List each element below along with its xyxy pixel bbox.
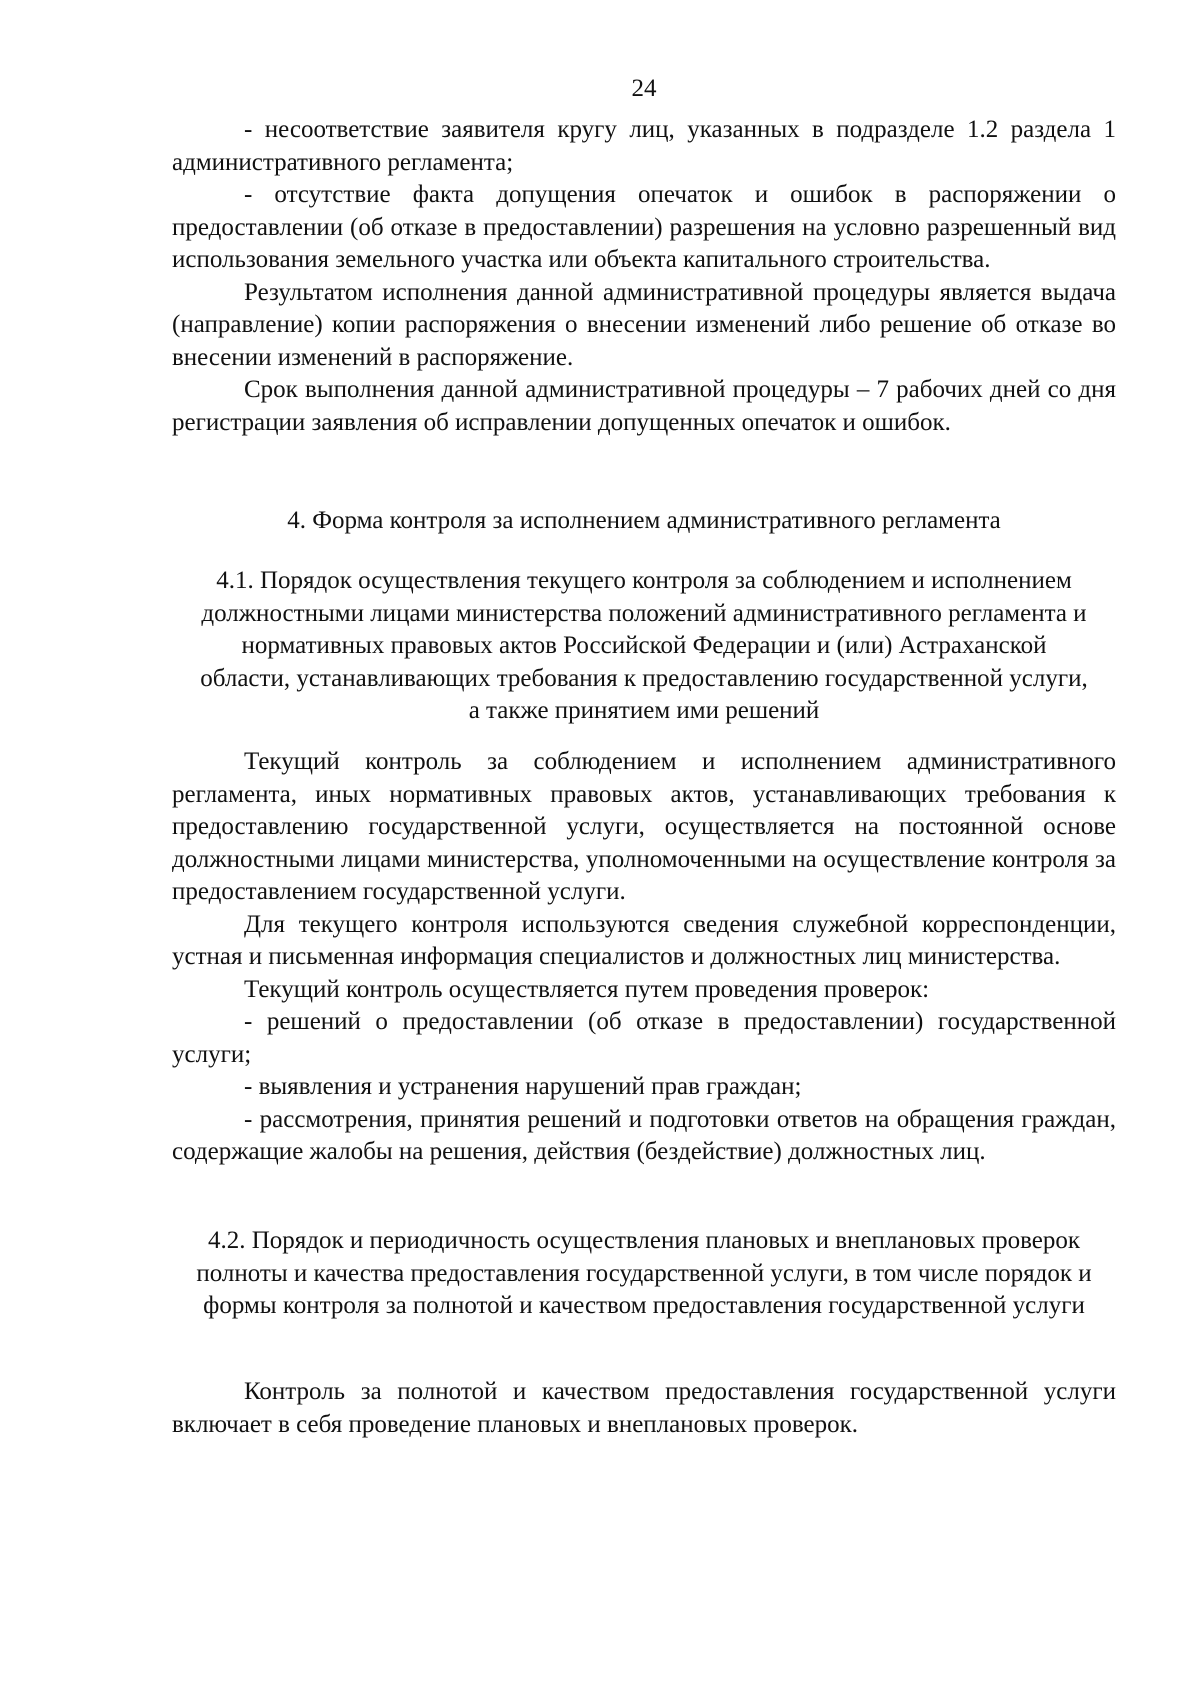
paragraph: Текущий контроль осуществляется путем проведения проверок:: [244, 975, 930, 1003]
paragraph-block-1: [172, 114, 1116, 439]
paragraph-block-2: [172, 746, 1116, 1169]
paragraph: - отсутствие факта допущения опечаток и ошибок в распоряжении о предоставлении (об отказе в предоставлении) разрешения на условно разрешенный вид использования земельного участка или объекта капитального строительства.: [172, 181, 1116, 273]
paragraph: Контроль за полнотой и качеством предоставления государственной услуги включает в себя проведение плановых и внеплановых проверок.: [172, 1378, 1116, 1438]
paragraph: Для текущего контроля используются сведения служебной корреспонденции, устная и письменная информация специалистов и должностных лиц министерства.: [172, 910, 1116, 970]
section-4-2-title: 4.2. Порядок и периодичность осуществления плановых и внеплановых проверок полноты и качества предоставления государственной услуги, в том числе порядок и формы контроля за полнотой и качеством предоставления государственной услуги: [196, 1227, 1092, 1319]
paragraph: - несоответствие заявителя кругу лиц, указанных в подразделе 1.2 раздела 1 административного регламента;: [172, 116, 1116, 176]
paragraph: Результатом исполнения данной административной процедуры является выдача (направление) копии распоряжения о внесении изменений либо решение об отказе во внесении изменений в распоряжение.: [172, 278, 1116, 371]
section-4-title: 4. Форма контроля за исполнением административного регламента: [287, 507, 1001, 534]
section-4-1-title: 4.1. Порядок осуществления текущего контроля за соблюдением и исполнением должностными лицами министерства положений административного регламента и нормативных правовых актов Российской Федерации и (или) Астраханской области, устанавливающих требования к предоставлению государственной услуги, а также принятием ими решений: [200, 567, 1088, 724]
paragraph: - рассмотрения, принятия решений и подготовки ответов на обращения граждан, содержащие жалобы на решения, действия (бездействие) должностных лиц.: [172, 1105, 1116, 1165]
paragraph: - решений о предоставлении (об отказе в предоставлении) государственной услуги;: [172, 1008, 1116, 1068]
page-number: 24: [631, 75, 657, 102]
paragraph-block-3: [172, 1376, 1116, 1441]
paragraph: Текущий контроль за соблюдением и исполнением административного регламента, иных нормативных правовых актов, устанавливающих требования к предоставлению государственной услуги, осуществляется на постоянной основе должностными лицами министерства, уполномоченными на осуществление контроля за предоставлением государственной услуги.: [172, 748, 1116, 905]
paragraph: Срок выполнения данной административной процедуры – 7 рабочих дней со дня регистрации заявления об исправлении допущенных опечаток и ошибок.: [172, 376, 1116, 436]
paragraph: - выявления и устранения нарушений прав граждан;: [244, 1073, 802, 1100]
